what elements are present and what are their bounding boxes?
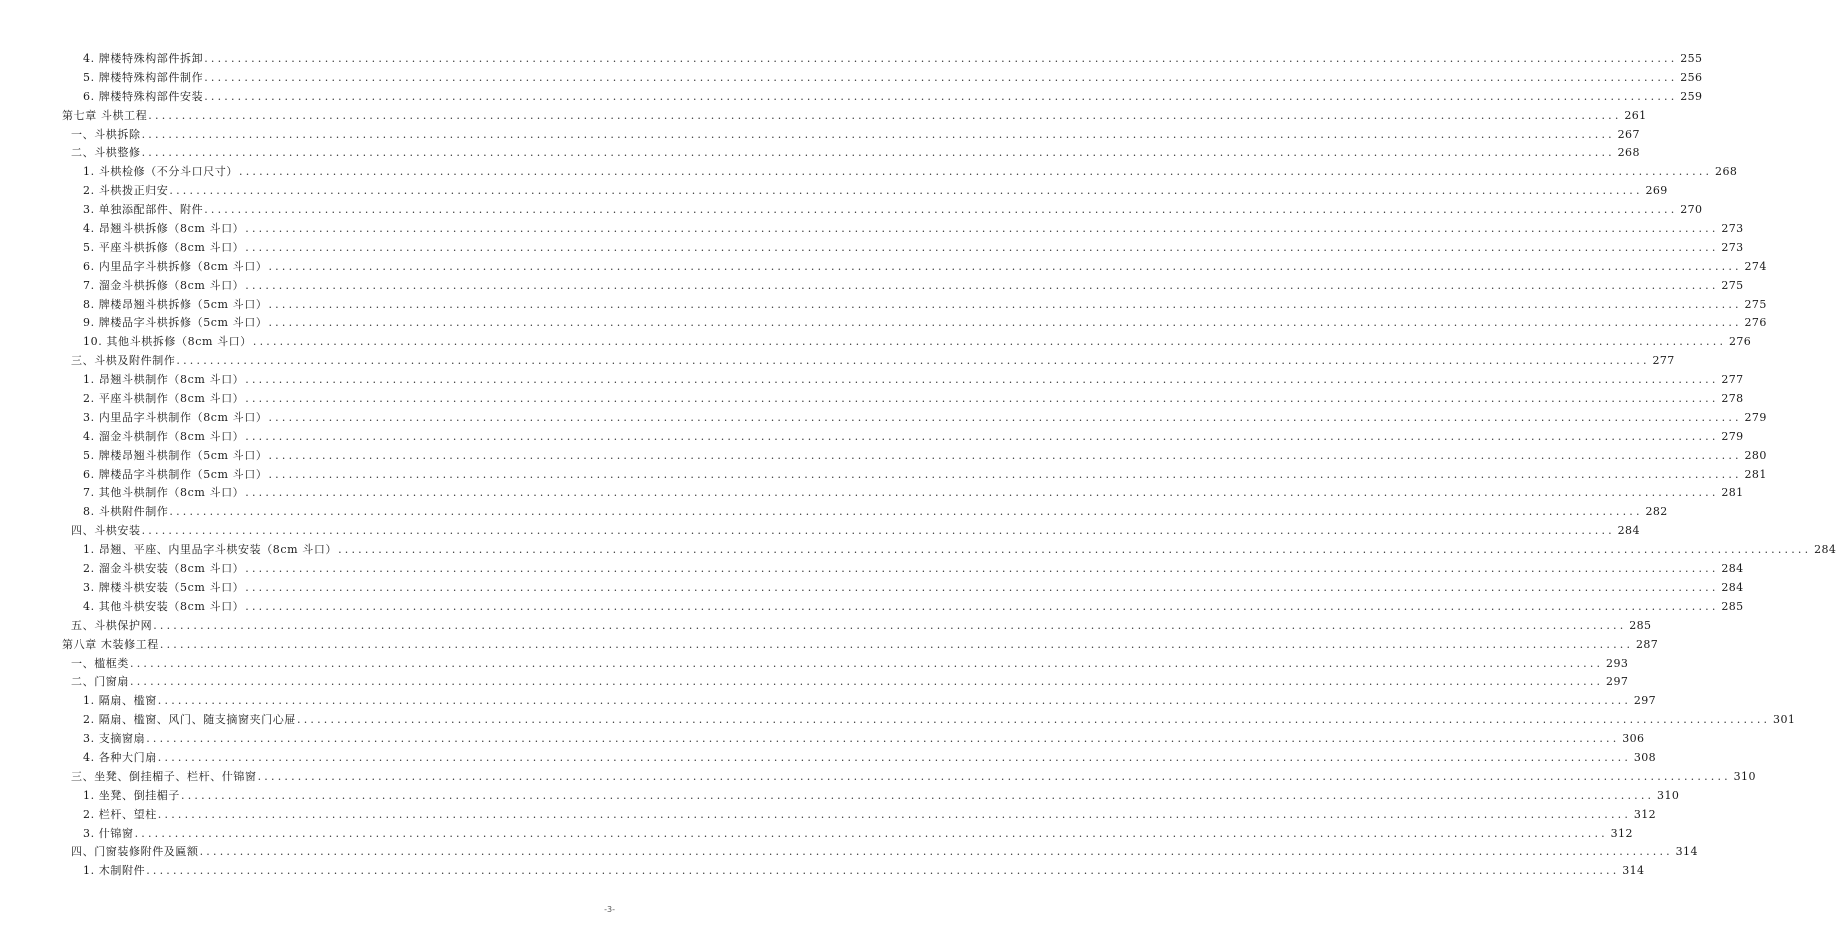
toc-entry-label: 三、坐凳、倒挂楣子、栏杆、什锦窗	[71, 769, 257, 783]
dot-leader: ............................................................................................................................................................................................................................	[252, 335, 1727, 349]
dot-leader: ............................................................................................................................................................................................................................	[159, 637, 1634, 651]
toc-entry-label: 4. 溜金斗栱制作（8cm 斗口）	[83, 429, 245, 443]
toc-entry-item[interactable]	[0, 390, 1744, 409]
toc-entry-section[interactable]	[0, 352, 1675, 371]
dot-leader: ............................................................................................................................................................................................................................	[245, 373, 1719, 387]
toc-entry-page: 269	[1645, 184, 1668, 198]
toc-entry-section[interactable]	[0, 673, 1629, 692]
toc-entry-item[interactable]	[0, 220, 1744, 239]
toc-entry-label: 五、斗栱保护网	[71, 618, 153, 632]
dot-leader: ............................................................................................................................................................................................................................	[245, 562, 1719, 576]
toc-entry-item[interactable]	[0, 333, 1752, 352]
dot-leader: ............................................................................................................................................................................................................................	[157, 750, 1632, 764]
toc-entry-item[interactable]	[0, 50, 1703, 69]
toc-entry-label: 8. 牌楼昂翘斗栱拆修（5cm 斗口）	[83, 297, 268, 311]
dot-leader: ............................................................................................................................................................................................................................	[257, 769, 1731, 783]
toc-entry-page: 287	[1635, 637, 1659, 651]
dot-leader: ............................................................................................................................................................................................................................	[297, 713, 1771, 727]
toc-entry-label: 10. 其他斗栱拆修（8cm 斗口）	[83, 335, 252, 349]
toc-entry-chapter[interactable]	[0, 636, 1659, 655]
dot-leader: ............................................................................................................................................................................................................................	[245, 222, 1719, 236]
dot-leader: ............................................................................................................................................................................................................................	[245, 580, 1719, 594]
dot-leader: ............................................................................................................................................................................................................................	[245, 599, 1719, 613]
toc-entry-page: 277	[1652, 354, 1675, 368]
dot-leader: ............................................................................................................................................................................................................................	[146, 732, 1620, 746]
toc-entry-item[interactable]	[0, 277, 1744, 296]
toc-entry-page: 276	[1728, 335, 1752, 349]
dot-leader: ............................................................................................................................................................................................................................	[146, 864, 1620, 878]
toc-entry-page: 267	[1617, 127, 1640, 141]
toc-entry-label: 二、门窗扇	[71, 675, 129, 689]
toc-entry-label: 7. 其他斗栱制作（8cm 斗口）	[83, 486, 245, 500]
toc-entry-item[interactable]	[0, 749, 1657, 768]
toc-entry-section[interactable]	[0, 522, 1640, 541]
toc-entry-page: 282	[1645, 505, 1668, 519]
toc-entry-label: 8. 斗栱附件制作	[83, 505, 169, 519]
toc-entry-page: 312	[1633, 807, 1657, 821]
dot-leader: ............................................................................................................................................................................................................................	[199, 845, 1673, 859]
toc-entry-item[interactable]	[0, 711, 1796, 730]
toc-entry-page: 280	[1744, 448, 1767, 462]
toc-entry-item[interactable]	[0, 69, 1703, 88]
dot-leader: ............................................................................................................................................................................................................................	[268, 448, 1742, 462]
toc-entry-page: 281	[1721, 486, 1744, 500]
toc-entry-item[interactable]	[0, 296, 1767, 315]
dot-leader: ............................................................................................................................................................................................................................	[204, 52, 1678, 65]
toc-entry-page: 314	[1622, 864, 1645, 878]
toc-entry-page: 310	[1733, 769, 1756, 783]
toc-entry-label: 1. 隔扇、槛窗	[83, 694, 157, 708]
toc-entry-page: 275	[1721, 278, 1744, 292]
toc-entry-label: 4. 其他斗栱安装（8cm 斗口）	[83, 599, 245, 613]
toc-entry-page: 284	[1617, 524, 1640, 538]
toc-entry-item[interactable]	[0, 88, 1703, 107]
toc-entry-page: 285	[1721, 599, 1744, 613]
toc-entry-label: 2. 栏杆、望柱	[83, 807, 157, 821]
toc-entry-label: 1. 斗栱检修（不分斗口尺寸）	[83, 165, 238, 179]
toc-entry-label: 四、门窗装修附件及匾额	[71, 845, 199, 859]
dot-leader: ............................................................................................................................................................................................................................	[141, 146, 1615, 160]
toc-entry-page: 293	[1606, 656, 1629, 670]
toc-entry-item[interactable]	[0, 428, 1744, 447]
toc-entry-label: 5. 平座斗栱拆修（8cm 斗口）	[83, 240, 245, 254]
toc-entry-label: 3. 单独添配部件、附件	[83, 203, 204, 217]
toc-entry-item[interactable]	[0, 409, 1767, 428]
toc-entry-item[interactable]	[0, 258, 1767, 277]
toc-entry-page: 281	[1744, 467, 1767, 481]
toc-entry-page: 314	[1675, 845, 1698, 859]
toc-entry-item[interactable]	[0, 314, 1767, 333]
toc-entry-page: 297	[1606, 675, 1629, 689]
toc-entry-item[interactable]	[0, 806, 1657, 825]
toc-entry-page: 301	[1773, 713, 1796, 727]
toc-entry-label: 2. 溜金斗栱安装（8cm 斗口）	[83, 562, 245, 576]
dot-leader: ............................................................................................................................................................................................................................	[148, 108, 1622, 122]
toc-entry-page: 284	[1721, 562, 1744, 576]
dot-leader: ............................................................................................................................................................................................................................	[176, 354, 1650, 368]
toc-entry-page: 284	[1814, 543, 1836, 557]
toc-entry-page: 306	[1622, 732, 1645, 746]
toc-entry-page: 255	[1680, 52, 1703, 65]
dot-leader: ............................................................................................................................................................................................................................	[141, 127, 1615, 141]
dot-leader: ............................................................................................................................................................................................................................	[245, 240, 1719, 254]
dot-leader: ............................................................................................................................................................................................................................	[239, 165, 1713, 179]
dot-leader: ............................................................................................................................................................................................................................	[245, 392, 1719, 406]
toc-entry-label: 一、槛框类	[71, 656, 129, 670]
dot-leader: ............................................................................................................................................................................................................................	[141, 524, 1615, 538]
toc-entry-page: 261	[1624, 108, 1647, 122]
toc-entry-section[interactable]	[0, 144, 1640, 163]
toc-entry-page: 276	[1744, 316, 1767, 330]
toc-entry-item[interactable]	[0, 371, 1744, 390]
toc-entry-item[interactable]	[0, 201, 1703, 220]
toc-entry-label: 三、斗栱及附件制作	[71, 354, 176, 368]
toc-entry-page: 279	[1721, 429, 1744, 443]
toc-entry-label: 第七章 斗栱工程	[62, 108, 148, 122]
toc-entry-item[interactable]	[0, 730, 1645, 749]
dot-leader: ............................................................................................................................................................................................................................	[130, 675, 1604, 689]
toc-entry-label: 5. 牌楼特殊构部件制作	[83, 70, 204, 84]
toc-entry-item[interactable]	[0, 541, 1836, 560]
toc-entry-page: 268	[1715, 165, 1738, 179]
dot-leader: ............................................................................................................................................................................................................................	[245, 278, 1719, 292]
table-of-contents	[0, 50, 1836, 881]
toc-entry-page: 268	[1617, 146, 1640, 160]
toc-entry-item[interactable]	[0, 503, 1668, 522]
toc-entry-page: 275	[1744, 297, 1767, 311]
toc-entry-label: 1. 坐凳、倒挂楣子	[83, 788, 180, 802]
toc-entry-label: 一、斗栱拆除	[71, 127, 141, 141]
toc-entry-label: 3. 牌楼斗栱安装（5cm 斗口）	[83, 580, 245, 594]
toc-entry-label: 四、斗栱安装	[71, 524, 141, 538]
toc-entry-page: 273	[1721, 240, 1744, 254]
toc-entry-page: 308	[1633, 750, 1657, 764]
dot-leader: ............................................................................................................................................................................................................................	[169, 505, 1643, 519]
toc-entry-item[interactable]	[0, 560, 1744, 579]
toc-entry-label: 2. 平座斗栱制作（8cm 斗口）	[83, 392, 245, 406]
toc-entry-page: 278	[1721, 392, 1744, 406]
dot-leader: ............................................................................................................................................................................................................................	[181, 788, 1655, 802]
dot-leader: ............................................................................................................................................................................................................................	[338, 543, 1812, 557]
toc-entry-item[interactable]	[0, 466, 1767, 485]
dot-leader: ............................................................................................................................................................................................................................	[204, 70, 1678, 84]
dot-leader: ............................................................................................................................................................................................................................	[157, 694, 1632, 708]
toc-entry-section[interactable]	[0, 655, 1629, 674]
toc-entry-section[interactable]	[0, 843, 1698, 862]
toc-entry-page: 256	[1680, 70, 1703, 84]
toc-entry-label: 1. 木制附件	[83, 864, 146, 878]
toc-entry-label: 4. 牌楼特殊构部件拆卸	[83, 52, 204, 65]
toc-entry-section[interactable]	[0, 617, 1652, 636]
toc-entry-page: 312	[1610, 826, 1633, 840]
toc-entry-label: 1. 昂翘斗栱制作（8cm 斗口）	[83, 373, 245, 387]
dot-leader: ............................................................................................................................................................................................................................	[268, 467, 1742, 481]
toc-entry-label: 1. 昂翘、平座、内里品字斗栱安装（8cm 斗口）	[83, 543, 338, 557]
toc-entry-item[interactable]	[0, 787, 1680, 806]
toc-entry-item[interactable]	[0, 484, 1744, 503]
toc-entry-section[interactable]	[0, 768, 1756, 787]
dot-leader: ............................................................................................................................................................................................................................	[204, 203, 1678, 217]
dot-leader: ............................................................................................................................................................................................................................	[134, 826, 1608, 840]
toc-entry-label: 6. 牌楼品字斗栱制作（5cm 斗口）	[83, 467, 268, 481]
toc-entry-label: 3. 什锦窗	[83, 826, 134, 840]
toc-entry-item[interactable]	[0, 862, 1645, 881]
toc-entry-page: 284	[1721, 580, 1744, 594]
toc-entry-page: 310	[1657, 788, 1680, 802]
page-number: -3-	[604, 905, 615, 914]
toc-entry-label: 2. 斗栱拨正归安	[83, 184, 169, 198]
toc-entry-page: 285	[1629, 618, 1652, 632]
toc-entry-item[interactable]	[0, 239, 1744, 258]
toc-entry-chapter[interactable]	[0, 107, 1647, 126]
toc-entry-page: 270	[1680, 203, 1703, 217]
toc-entry-page: 297	[1633, 694, 1657, 708]
dot-leader: ............................................................................................................................................................................................................................	[245, 429, 1719, 443]
dot-leader: ............................................................................................................................................................................................................................	[268, 410, 1742, 424]
dot-leader: ............................................................................................................................................................................................................................	[268, 259, 1742, 273]
dot-leader: ............................................................................................................................................................................................................................	[268, 316, 1742, 330]
dot-leader: ............................................................................................................................................................................................................................	[268, 297, 1742, 311]
dot-leader: ............................................................................................................................................................................................................................	[204, 89, 1678, 103]
toc-entry-item[interactable]	[0, 598, 1744, 617]
dot-leader: ............................................................................................................................................................................................................................	[130, 656, 1604, 670]
toc-entry-item[interactable]	[0, 447, 1767, 466]
toc-entry-item[interactable]	[0, 579, 1744, 598]
toc-entry-item[interactable]	[0, 163, 1738, 182]
dot-leader: ............................................................................................................................................................................................................................	[245, 486, 1719, 500]
dot-leader: ............................................................................................................................................................................................................................	[157, 807, 1632, 821]
toc-entry-label: 9. 牌楼品字斗栱拆修（5cm 斗口）	[83, 316, 268, 330]
toc-entry-label: 2. 隔扇、槛窗、风门、随支摘窗夹门心屉	[83, 713, 296, 727]
toc-entry-label: 5. 牌楼昂翘斗栱制作（5cm 斗口）	[83, 448, 268, 462]
toc-entry-page: 274	[1744, 259, 1767, 273]
toc-entry-label: 第八章 木装修工程	[62, 637, 159, 651]
toc-entry-label: 7. 溜金斗栱拆修（8cm 斗口）	[83, 278, 245, 292]
toc-entry-item[interactable]	[0, 825, 1633, 844]
toc-entry-item[interactable]	[0, 182, 1668, 201]
toc-entry-label: 二、斗栱整修	[71, 146, 141, 160]
toc-entry-label: 4. 昂翘斗栱拆修（8cm 斗口）	[83, 222, 245, 236]
toc-entry-label: 3. 内里品字斗栱制作（8cm 斗口）	[83, 410, 268, 424]
toc-entry-page: 259	[1680, 89, 1703, 103]
toc-entry-page: 277	[1721, 373, 1744, 387]
toc-entry-page: 279	[1744, 410, 1767, 424]
toc-entry-label: 6. 牌楼特殊构部件安装	[83, 89, 204, 103]
dot-leader: ............................................................................................................................................................................................................................	[153, 618, 1627, 632]
toc-entry-page: 273	[1721, 222, 1744, 236]
toc-entry-label: 6. 内里品字斗栱拆修（8cm 斗口）	[83, 259, 268, 273]
dot-leader: ............................................................................................................................................................................................................................	[169, 184, 1643, 198]
toc-entry-section[interactable]	[0, 126, 1640, 145]
toc-entry-label: 3. 支摘窗扇	[83, 732, 146, 746]
toc-entry-item[interactable]	[0, 692, 1657, 711]
toc-entry-label: 4. 各种大门扇	[83, 750, 157, 764]
